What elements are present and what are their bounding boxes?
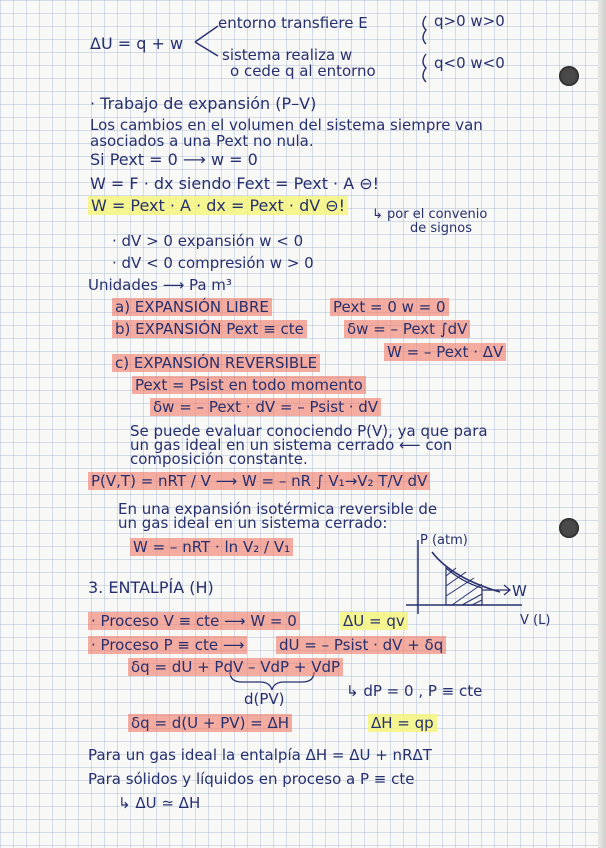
line: Se puede evaluar conociendo P(V), ya que para bbox=[130, 422, 488, 440]
graph-xlabel: V (L) bbox=[520, 613, 551, 628]
note: ↳ por el convenio bbox=[372, 207, 488, 222]
equation: ΔU = q + w bbox=[90, 34, 184, 53]
sign-note: q<0 w<0 bbox=[434, 54, 505, 72]
annotation: d(PV) bbox=[244, 690, 285, 708]
case-c: c) EXPANSIÓN REVERSIBLE bbox=[112, 356, 320, 371]
section-heading: 3. ENTALPÍA (H) bbox=[88, 578, 214, 597]
graph-area-label: W bbox=[512, 582, 527, 600]
case-b: b) EXPANSIÓN Pext ≡ cte bbox=[112, 322, 307, 337]
result: ΔU = qv bbox=[340, 614, 408, 629]
equation: dU = – Psist · dV + δq bbox=[276, 638, 446, 653]
line: Pext = Psist en todo momento bbox=[132, 378, 366, 393]
case-b-result: δw = – Pext ∫dV bbox=[344, 322, 470, 337]
case-a: a) EXPANSIÓN LIBRE bbox=[112, 300, 272, 315]
equation: δq = d(U + PV) = ΔH bbox=[128, 716, 292, 731]
line: · dV < 0 compresión w > 0 bbox=[112, 254, 314, 272]
line: asociados a una Pext no nula. bbox=[90, 132, 314, 150]
line: o cede q al entorno bbox=[230, 62, 376, 80]
graph-ylabel: P (atm) bbox=[420, 533, 468, 548]
line: sistema realiza w bbox=[222, 46, 353, 64]
equation: δw = – Pext · dV = – Psist · dV bbox=[150, 400, 381, 415]
sign-note: q>0 w>0 bbox=[434, 12, 505, 30]
line: Los cambios en el volumen del sistema siempre van bbox=[90, 116, 483, 134]
line: ↳ ΔU ≃ ΔH bbox=[118, 794, 201, 812]
line: Para sólidos y líquidos en proceso a P ≡ cte bbox=[88, 770, 415, 788]
line: un gas ideal en un sistema cerrado: bbox=[118, 514, 388, 532]
line: · dV > 0 expansión w < 0 bbox=[112, 232, 304, 250]
note: de signos bbox=[410, 221, 472, 236]
equation: W = – nRT · ln V₂ / V₁ bbox=[130, 540, 293, 555]
line: composición constante. bbox=[130, 450, 308, 468]
line: Unidades ⟶ Pa m³ bbox=[88, 276, 232, 294]
line: · Proceso P ≡ cte ⟶ bbox=[88, 638, 247, 653]
equation: P(V,T) = nRT / V ⟶ W = – nR ∫ V₁→V₂ T/V dV bbox=[88, 474, 430, 489]
case-a-result: Pext = 0 w = 0 bbox=[330, 300, 449, 315]
equation: Si Pext = 0 ⟶ w = 0 bbox=[90, 150, 258, 169]
line: Para un gas ideal la entalpía ΔH = ΔU + nRΔT bbox=[88, 746, 432, 764]
note: ↳ dP = 0 , P ≡ cte bbox=[346, 682, 483, 700]
case-b-work: W = – Pext · ΔV bbox=[384, 345, 506, 360]
equation: W = F · dx siendo Fext = Pext · A ⊖! bbox=[90, 174, 380, 193]
line: En una expansión isotérmica reversible de bbox=[118, 500, 438, 518]
result: ΔH = qp bbox=[368, 716, 437, 731]
line: · Proceso V ≡ cte ⟶ W = 0 bbox=[88, 614, 300, 629]
equation: δq = dU + PdV – VdP + VdP bbox=[128, 660, 343, 675]
section-heading: · Trabajo de expansión (P–V) bbox=[90, 94, 317, 113]
equation-highlight: W = Pext · A · dx = Pext · dV ⊖! bbox=[88, 198, 348, 214]
line: entorno transfiere E bbox=[218, 14, 368, 32]
line: un gas ideal en un sistema cerrado ⟵ con bbox=[130, 436, 453, 454]
